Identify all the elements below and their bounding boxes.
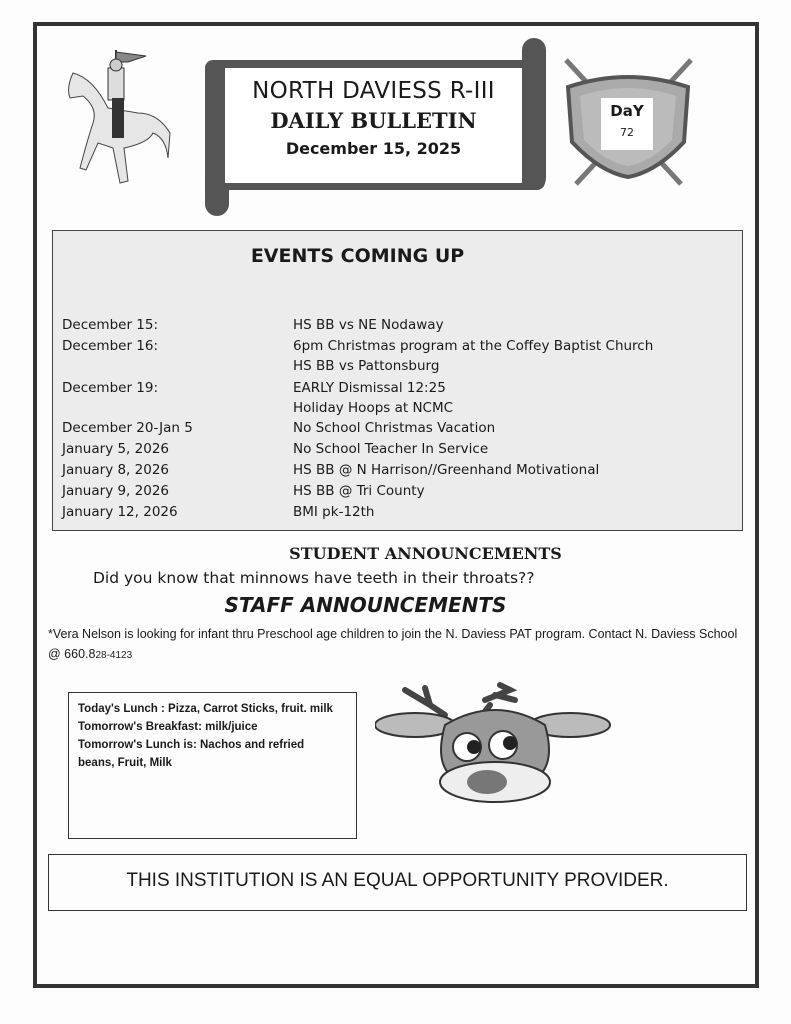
scroll-banner-decoration [522, 38, 546, 190]
phone-tail: 28-4123 [95, 650, 133, 661]
tomorrows-lunch: Tomorrow's Lunch is: Nachos and refried beans, Fruit, Milk [78, 739, 305, 769]
day-label: DaY [610, 102, 644, 120]
event-description: No School Christmas Vacation [293, 420, 496, 436]
event-description: HS BB vs NE Nodaway [293, 317, 444, 333]
event-date: December 20-Jan 5 [62, 420, 193, 436]
bulletin-title: DAILY BULLETIN [270, 108, 477, 133]
event-description: No School Teacher In Service [293, 441, 489, 457]
reindeer-illustration [375, 680, 615, 805]
staff-text: *Vera Nelson is looking for infant thru Preschool age children to join the N. Daviess PAT program. Contact N. Daviess School @ 660.8 [48, 627, 738, 661]
knight-on-horse-illustration [58, 48, 173, 193]
event-description: HS BB vs Pattonsburg [293, 358, 440, 374]
event-description: EARLY Dismissal 12:25 [293, 380, 446, 396]
title-banner [225, 68, 522, 183]
tomorrows-breakfast: Tomorrow's Breakfast: milk/juice [78, 721, 258, 733]
event-description: Holiday Hoops at NCMC [293, 400, 454, 416]
events-section [52, 230, 743, 531]
staff-announcements-title: STAFF ANNOUNCEMENTS [224, 593, 507, 617]
event-date: January 5, 2026 [62, 441, 169, 457]
event-description: 6pm Christmas program at the Coffey Baptist Church [293, 338, 654, 354]
todays-lunch: Today's Lunch : Pizza, Carrot Sticks, fruit. milk [78, 703, 333, 715]
event-date: December 16: [62, 338, 159, 354]
day-number: 72 [620, 126, 634, 139]
student-announcements-title: STUDENT ANNOUNCEMENTS [289, 544, 562, 563]
menu-box [68, 692, 357, 839]
day-counter [601, 98, 653, 150]
event-date: December 19: [62, 380, 159, 396]
event-date: January 9, 2026 [62, 483, 169, 499]
event-description: HS BB @ Tri County [293, 483, 425, 499]
event-description: HS BB @ N Harrison//Greenhand Motivational [293, 462, 600, 478]
school-name: NORTH DAVIESS R-III [252, 78, 495, 104]
event-date: January 8, 2026 [62, 462, 169, 478]
event-description: BMI pk-12th [293, 504, 375, 520]
staff-announcement-text [48, 624, 748, 666]
event-date: December 15: [62, 317, 159, 333]
student-announcement-text: Did you know that minnows have teeth in their throats?? [93, 569, 535, 587]
events-title: EVENTS COMING UP [250, 245, 465, 267]
bulletin-date: December 15, 2025 [285, 139, 462, 158]
event-date: January 12, 2026 [62, 504, 178, 520]
footer-notice: THIS INSTITUTION IS AN EQUAL OPPORTUNITY PROVIDER. [48, 854, 747, 911]
